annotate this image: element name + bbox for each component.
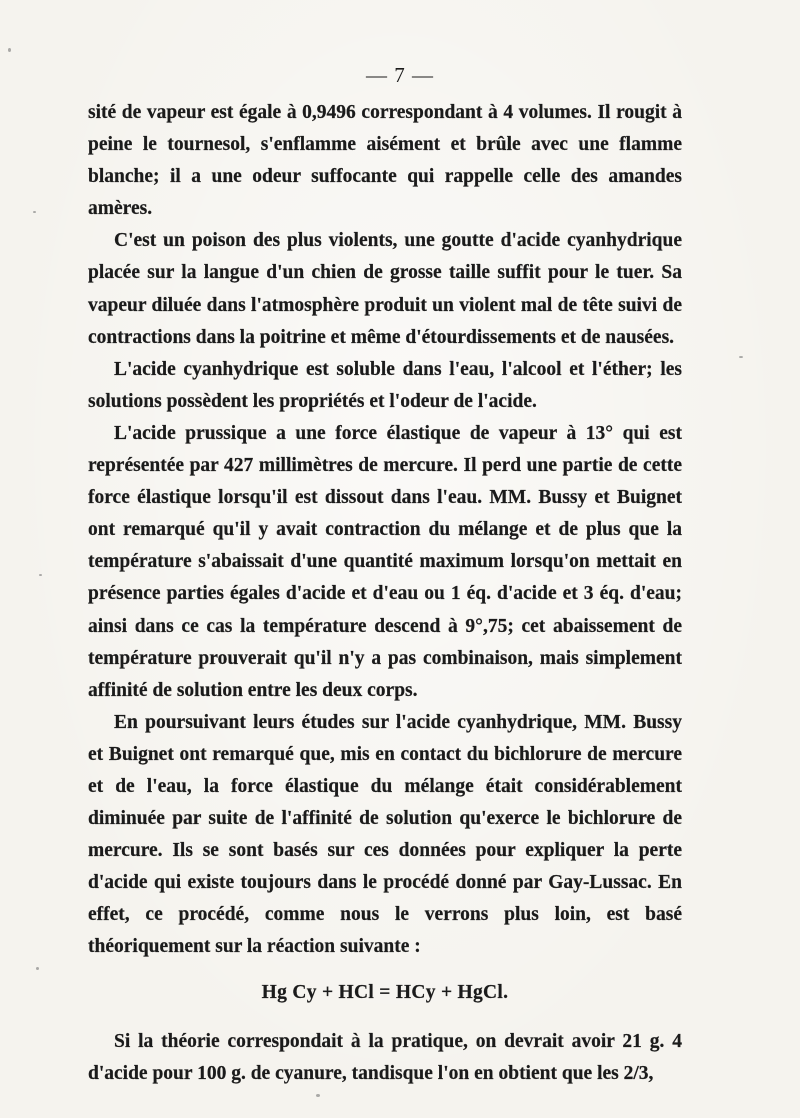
scan-speck [36, 967, 39, 970]
paragraph-4: L'acide prussique a une force élastique de vapeur à 13° qui est représentée par 427 millimètres de mercure. Il perd une partie de cette force élastique lorsqu'il est dissout dans l'eau. MM. Bussy et Buignet ont remarqué qu'il y avait contraction du mélange et de plus que la température s'abaissait d'une quantité maximum lorsqu'on mettait en présence parties égales d'acide et d'eau ou 1 éq. d'acide et 3 éq. d'eau; ainsi dans ce cas la température descend à 9°,75; cet abaissement de température prouverait qu'il n'y a pas combinaison, mais simplement affinité de solution entre les deux corps. [88, 422, 682, 701]
paragraph-6: Si la théorie correspondait à la pratique, on devrait avoir 21 g. 4 d'acide pour 100 g. de cyanure, tandisque l'on en obtient que les 2/3, [88, 1030, 682, 1084]
paragraph-5: En poursuivant leurs études sur l'acide cyanhydrique, MM. Bussy et Buignet ont remarqué que, mis en contact du bichlorure de mercure et de l'eau, la force élastique du mélange était considérablement diminuée par suite de l'affinité de solution qu'exerce le bichlorure de mercure. Ils se sont basés sur ces données pour expliquer la perte d'acide qui existe toujours dans le procédé donné par Gay-Lussac. En effet, ce procédé, comme nous le verrons plus loin, est basé théoriquement sur la réaction suivante : [88, 711, 682, 958]
scan-speck [316, 1094, 320, 1097]
paragraph-1: sité de vapeur est égale à 0,9496 correspondant à 4 volumes. Il rougit à peine le tournesol, s'enflamme aisément et brûle avec une flamme blanche; il a une odeur suffocante qui rappelle celle des amandes amères. [88, 102, 682, 220]
page-number: — 7 — [366, 63, 434, 87]
chemical-equation: Hg Cy + HCl = HCy + HgCl. [261, 981, 509, 1003]
scan-speck [739, 356, 743, 358]
paragraph-3: L'acide cyanhydrique est soluble dans l'eau, l'alcool et l'éther; les solutions possèdent les propriétés et l'odeur de l'acide. [88, 358, 682, 412]
body-text [88, 97, 682, 1090]
paragraph-2: C'est un poison des plus violents, une goutte d'acide cyanhydrique placée sur la langue d'un chien de grosse taille suffit pour le tuer. Sa vapeur diluée dans l'atmosphère produit un violent mal de tête suivi de contractions dans la poitrine et même d'étourdissements et de nausées. [88, 230, 682, 348]
scan-speck [8, 48, 11, 52]
scan-speck [39, 574, 42, 576]
scan-speck [33, 211, 36, 213]
